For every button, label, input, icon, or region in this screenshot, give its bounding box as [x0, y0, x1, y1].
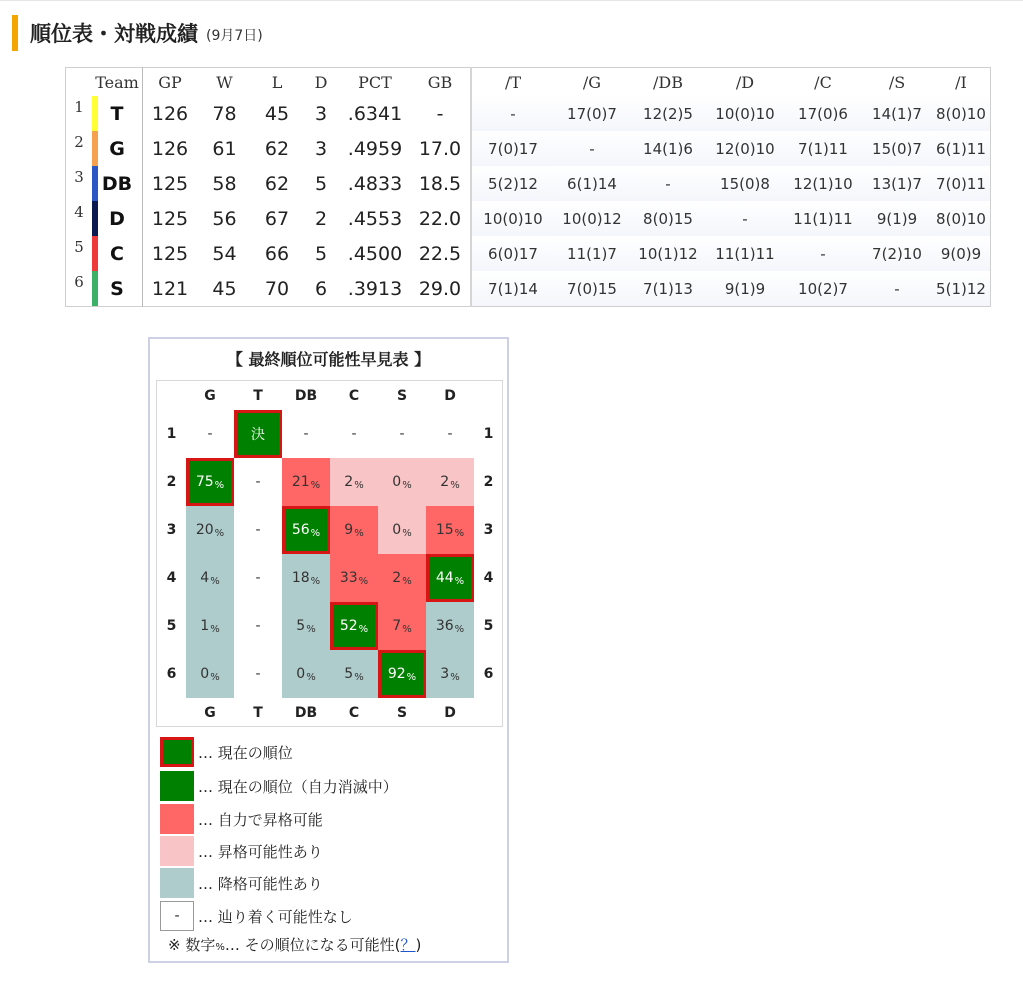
- d-cell: 5: [314, 172, 328, 195]
- d-cell: 5: [314, 242, 328, 265]
- w-cell: 54: [212, 242, 237, 265]
- possibility-cell: [234, 554, 282, 602]
- percent-unit: %: [406, 671, 417, 683]
- team-color-stripe: [92, 131, 98, 166]
- legend-swatch: [160, 737, 194, 767]
- h2h-cell: 10(0)10: [706, 96, 784, 131]
- percent-unit: %: [310, 479, 321, 491]
- team-color-stripe: [92, 236, 98, 271]
- h2h-cell: 13(1)7: [862, 166, 932, 201]
- grid-team-header: G: [204, 387, 216, 404]
- possibility-cell: [426, 602, 474, 650]
- h2h-cell: 9(0)9: [932, 236, 991, 271]
- team-name[interactable]: D: [109, 207, 125, 230]
- grid-rank-label-right: 6: [483, 666, 494, 682]
- possibility-cell: [330, 650, 378, 698]
- l-header: L: [271, 72, 283, 92]
- h2h-cell: 12(0)10: [706, 131, 784, 166]
- cell-value: 2: [344, 474, 354, 490]
- cell-value: 15: [435, 522, 454, 538]
- cell-value: 0: [392, 522, 402, 538]
- possibility-cell: [282, 554, 330, 602]
- cell-value: 56: [291, 522, 310, 538]
- possibility-cell: [330, 554, 378, 602]
- l-cell: 66: [264, 242, 290, 265]
- percent-unit: %: [454, 623, 465, 635]
- cell-value: 0: [392, 474, 402, 490]
- gp-header: GP: [143, 68, 198, 97]
- section-heading: [12, 14, 263, 52]
- legend-item: [160, 735, 293, 769]
- cell-value: -: [351, 426, 357, 442]
- cell-value: -: [399, 426, 405, 442]
- standings-date: (9月7日): [206, 28, 263, 44]
- percent-unit: %: [358, 623, 369, 635]
- team-name[interactable]: S: [110, 277, 124, 300]
- cell-value: 5: [344, 666, 354, 682]
- possibility-cell: [186, 554, 234, 602]
- cell-value: 36: [435, 618, 454, 634]
- gp-cell: 126: [143, 96, 198, 131]
- standings-row: [66, 166, 991, 201]
- percent-unit: %: [306, 671, 316, 683]
- w-cell: 45: [212, 277, 237, 300]
- gp-cell: 125: [143, 236, 198, 271]
- h2h-header-t: /T: [471, 68, 554, 97]
- possibility-cell: [426, 410, 474, 458]
- h2h-cell: 9(1)9: [706, 271, 784, 307]
- note-close: ): [415, 936, 422, 954]
- final-rank-possibility-panel: [148, 337, 509, 963]
- cell-value: -: [255, 570, 261, 586]
- cell-value: 52: [339, 618, 358, 634]
- d-cell: 6: [314, 277, 328, 300]
- team-color-stripe: [92, 166, 98, 201]
- grid-team-header: DB: [294, 387, 318, 404]
- cell-value: 4: [200, 570, 210, 586]
- pct-cell: .4553: [347, 207, 403, 230]
- team-cell: [92, 271, 143, 307]
- possibility-cell: [330, 410, 378, 458]
- pct-cell: .3913: [347, 277, 403, 300]
- percent-unit: %: [354, 479, 364, 491]
- grid-rank-label-right: 5: [483, 618, 494, 634]
- grid-team-footer: G: [204, 704, 216, 721]
- h2h-cell: 7(0)17: [471, 131, 554, 166]
- team-name[interactable]: C: [110, 242, 124, 265]
- pct-cell: .6341: [347, 102, 403, 125]
- h2h-cell: 11(1)7: [554, 236, 630, 271]
- grid-team-header: S: [396, 387, 408, 404]
- h2h-cell: 12(1)10: [784, 166, 862, 201]
- grid-rank-label-left: 3: [166, 522, 177, 538]
- rank-cell: 2: [74, 133, 84, 151]
- h2h-cell: -: [554, 131, 630, 166]
- percent-unit: %: [402, 479, 412, 491]
- possibility-cell: [378, 410, 426, 458]
- cell-value: -: [447, 426, 453, 442]
- possibility-cell: [282, 458, 330, 506]
- gb-cell: -: [410, 96, 471, 131]
- cell-value: 18: [291, 570, 310, 586]
- h2h-cell: -: [862, 271, 932, 307]
- pct-header: PCT: [358, 72, 392, 92]
- team-color-stripe: [92, 271, 98, 306]
- possibility-cell: [282, 602, 330, 650]
- grid-rank-label-right: 3: [483, 522, 494, 538]
- note-text: … その順位になる可能性(: [224, 936, 401, 954]
- cell-value: 92: [387, 666, 406, 682]
- w-cell: 58: [212, 172, 237, 195]
- rank-cell: 5: [74, 238, 84, 256]
- team-name[interactable]: DB: [101, 172, 133, 195]
- legend-swatch: [160, 901, 194, 931]
- grid-rank-label-right: 1: [483, 426, 494, 442]
- h2h-cell: 7(1)14: [471, 271, 554, 307]
- h2h-cell: -: [784, 236, 862, 271]
- gp-cell: 126: [143, 131, 198, 166]
- w-cell: 61: [212, 137, 237, 160]
- legend-item: [160, 899, 353, 933]
- h2h-cell: 10(1)12: [630, 236, 706, 271]
- possibility-cell: [234, 410, 282, 458]
- h2h-header-i: /I: [955, 72, 967, 92]
- panel-title: 【 最終順位可能性早見表 】: [226, 350, 431, 369]
- grid-team-header: C: [348, 387, 360, 404]
- cell-value: 0: [296, 666, 306, 682]
- percent-unit: %: [450, 671, 460, 683]
- possibility-cell: [426, 506, 474, 554]
- standings-row: [66, 131, 991, 166]
- legend-item: [160, 769, 398, 803]
- h2h-cell: 5(2)12: [471, 166, 554, 201]
- h2h-header-g: /G: [582, 72, 602, 92]
- team-cell: [92, 166, 143, 201]
- cell-value: 2: [440, 474, 450, 490]
- possibility-cell: [186, 458, 234, 506]
- h2h-cell: -: [706, 201, 784, 236]
- percent-unit: %: [310, 527, 321, 539]
- h2h-cell: 6(1)14: [554, 166, 630, 201]
- gb-cell: 29.0: [410, 271, 471, 307]
- note-prefix: ※ 数字: [168, 936, 216, 954]
- h2h-cell: 11(1)11: [706, 236, 784, 271]
- cell-value: 9: [344, 522, 354, 538]
- possibility-cell: [378, 506, 426, 554]
- possibility-cell: [330, 506, 378, 554]
- standings-table: [65, 67, 991, 307]
- h2h-header-c: /C: [814, 72, 832, 92]
- gb-header: GB: [410, 68, 471, 97]
- percent-unit: %: [454, 527, 465, 539]
- grid-rank-label-left: 6: [166, 666, 177, 682]
- cell-value: -: [255, 666, 261, 682]
- w-header: W: [216, 72, 233, 92]
- w-cell: 56: [212, 207, 237, 230]
- rank-cell: 4: [74, 203, 84, 221]
- legend-swatch: [160, 836, 194, 866]
- team-name[interactable]: T: [110, 102, 124, 125]
- h2h-cell: 5(1)12: [932, 271, 991, 307]
- rank-cell: 6: [74, 273, 84, 291]
- cell-value: -: [255, 618, 261, 634]
- possibility-cell: [330, 458, 378, 506]
- pct-cell: .4500: [347, 242, 403, 265]
- team-cell: [92, 131, 143, 166]
- percent-note: [168, 934, 421, 955]
- gb-cell: 18.5: [410, 166, 471, 201]
- h2h-cell: 17(0)6: [784, 96, 862, 131]
- d-header: D: [314, 72, 328, 92]
- h2h-cell: 7(1)11: [784, 131, 862, 166]
- h2h-cell: 15(0)8: [706, 166, 784, 201]
- possibility-cell: [426, 554, 474, 602]
- percent-unit: %: [402, 623, 412, 635]
- h2h-cell: 11(1)11: [784, 201, 862, 236]
- cell-value: 20: [195, 522, 214, 538]
- gb-cell: 22.0: [410, 201, 471, 236]
- percent-unit: %: [214, 527, 225, 539]
- percent-unit: %: [402, 527, 412, 539]
- grid-team-footer: DB: [294, 704, 318, 721]
- grid-rank-label-right: 4: [483, 570, 494, 586]
- standings-row: [66, 96, 991, 131]
- h2h-cell: 6(0)17: [471, 236, 554, 271]
- possibility-cell: [186, 602, 234, 650]
- percent-unit: %: [450, 479, 460, 491]
- legend-text: … 現在の順位: [198, 743, 293, 762]
- grid-team-footer: S: [396, 704, 408, 721]
- cell-value: -: [303, 426, 309, 442]
- cell-value: 決: [251, 427, 265, 443]
- legend-text: … 降格可能性あり: [198, 874, 323, 893]
- cell-value: -: [207, 426, 213, 442]
- grid-team-header: T: [253, 387, 263, 404]
- l-cell: 70: [264, 277, 290, 300]
- h2h-cell: 8(0)15: [630, 201, 706, 236]
- d-cell: 3: [314, 102, 328, 125]
- legend-item: [160, 802, 323, 836]
- h2h-cell: 8(0)10: [932, 96, 991, 131]
- gb-cell: 17.0: [410, 131, 471, 166]
- team-color-stripe: [92, 96, 98, 131]
- cell-value: 0: [200, 666, 210, 682]
- possibility-cell: [282, 650, 330, 698]
- h2h-cell: 14(1)6: [630, 131, 706, 166]
- standings-header-row: [66, 68, 991, 97]
- possibility-cell: [282, 506, 330, 554]
- legend-swatch-symbol: -: [174, 908, 180, 924]
- team-header: Team: [95, 72, 139, 92]
- percent-unit: %: [454, 575, 465, 587]
- h2h-cell: 12(2)5: [630, 96, 706, 131]
- standings-row: [66, 201, 991, 236]
- rank-cell: 3: [74, 168, 84, 186]
- possibility-cell: [378, 650, 426, 698]
- team-cell: [92, 201, 143, 236]
- h2h-cell: 9(1)9: [862, 201, 932, 236]
- rank-header: [66, 68, 93, 97]
- cell-value: 5: [296, 618, 306, 634]
- grid-rank-label-left: 2: [166, 474, 177, 490]
- team-cell: [92, 96, 143, 131]
- l-cell: 45: [264, 102, 290, 125]
- cell-value: 33: [339, 570, 358, 586]
- team-name[interactable]: G: [109, 137, 125, 160]
- grid-team-footer: T: [253, 704, 263, 721]
- possibility-cell: [234, 602, 282, 650]
- l-cell: 62: [264, 137, 290, 160]
- l-cell: 67: [264, 207, 290, 230]
- top-divider: [0, 0, 1023, 1]
- legend-swatch: [160, 868, 194, 898]
- cell-value: -: [255, 474, 261, 490]
- possibility-grid: [156, 380, 503, 727]
- grid-team-header: D: [444, 387, 456, 404]
- cell-value: 21: [291, 474, 310, 490]
- h2h-cell: 10(0)10: [471, 201, 554, 236]
- standings-body: [66, 96, 991, 307]
- h2h-cell: 7(0)15: [554, 271, 630, 307]
- possibility-cell: [330, 602, 378, 650]
- cell-value: 1: [200, 618, 210, 634]
- h2h-cell: 15(0)7: [862, 131, 932, 166]
- h2h-cell: 7(2)10: [862, 236, 932, 271]
- rank-cell: 1: [74, 98, 84, 116]
- h2h-cell: 10(0)12: [554, 201, 630, 236]
- percent-unit: %: [402, 575, 412, 587]
- possibility-cell: [426, 650, 474, 698]
- possibility-cell: [378, 602, 426, 650]
- pct-cell: .4833: [347, 172, 403, 195]
- legend-text: … 自力で昇格可能: [198, 810, 323, 829]
- cell-value: -: [255, 522, 261, 538]
- gp-cell: 121: [143, 271, 198, 307]
- h2h-cell: 7(0)11: [932, 166, 991, 201]
- percent-unit: %: [210, 623, 220, 635]
- h2h-cell: -: [471, 96, 554, 131]
- h2h-cell: 10(2)7: [784, 271, 862, 307]
- h2h-header-s: /S: [888, 72, 906, 92]
- h2h-header-db: /DB: [653, 72, 683, 92]
- grid-rank-label-left: 1: [166, 426, 177, 442]
- gp-cell: 125: [143, 201, 198, 236]
- percent-unit: %: [210, 671, 220, 683]
- percent-unit: %: [358, 575, 369, 587]
- heading-accent-bar: [12, 15, 18, 51]
- h2h-cell: 7(1)13: [630, 271, 706, 307]
- team-color-stripe: [92, 201, 98, 236]
- possibility-cell: [234, 650, 282, 698]
- grid-rank-label-right: 2: [483, 474, 494, 490]
- note-unit: %: [215, 942, 225, 953]
- legend-text: … 辿り着く可能性なし: [198, 907, 353, 926]
- percent-unit: %: [306, 623, 316, 635]
- possibility-cell: [378, 458, 426, 506]
- legend-item: [160, 866, 323, 900]
- legend-swatch: [160, 771, 194, 801]
- h2h-cell: 17(0)7: [554, 96, 630, 131]
- percent-unit: %: [210, 575, 220, 587]
- possibility-cell: [186, 506, 234, 554]
- percent-unit: %: [354, 527, 364, 539]
- cell-value: 44: [435, 570, 454, 586]
- legend-text: … 現在の順位（自力消滅中）: [198, 777, 398, 796]
- w-cell: 78: [212, 102, 237, 125]
- h2h-header-d: /D: [735, 72, 755, 92]
- possibility-cell: [378, 554, 426, 602]
- possibility-cell: [234, 506, 282, 554]
- cell-value: 3: [440, 666, 450, 682]
- grid-team-footer: D: [444, 704, 456, 721]
- h2h-cell: 14(1)7: [862, 96, 932, 131]
- possibility-cell: [282, 410, 330, 458]
- legend-swatch: [160, 804, 194, 834]
- possibility-cell: [426, 458, 474, 506]
- h2h-cell: 6(1)11: [932, 131, 991, 166]
- legend-item: [160, 834, 323, 868]
- possibility-cell: [234, 458, 282, 506]
- d-cell: 3: [314, 137, 328, 160]
- percent-unit: %: [354, 671, 364, 683]
- possibility-cell: [186, 410, 234, 458]
- cell-value: 7: [392, 618, 402, 634]
- gp-cell: 125: [143, 166, 198, 201]
- legend-text: … 昇格可能性あり: [198, 842, 323, 861]
- gb-cell: 22.5: [410, 236, 471, 271]
- percent-unit: %: [214, 479, 225, 491]
- pct-cell: .4959: [347, 137, 403, 160]
- grid-rank-label-left: 4: [166, 570, 177, 586]
- percent-unit: %: [310, 575, 321, 587]
- possibility-cell: [186, 650, 234, 698]
- page-title: 順位表・対戦成績: [30, 22, 198, 46]
- team-cell: [92, 236, 143, 271]
- standings-row: [66, 271, 991, 307]
- d-cell: 2: [314, 207, 328, 230]
- l-cell: 62: [264, 172, 290, 195]
- standings-row: [66, 236, 991, 271]
- cell-value: 75: [195, 474, 214, 490]
- h2h-cell: 8(0)10: [932, 201, 991, 236]
- grid-team-footer: C: [348, 704, 360, 721]
- grid-rank-label-left: 5: [166, 618, 177, 634]
- cell-value: 2: [392, 570, 402, 586]
- h2h-cell: -: [630, 166, 706, 201]
- help-link[interactable]: ？: [400, 936, 416, 954]
